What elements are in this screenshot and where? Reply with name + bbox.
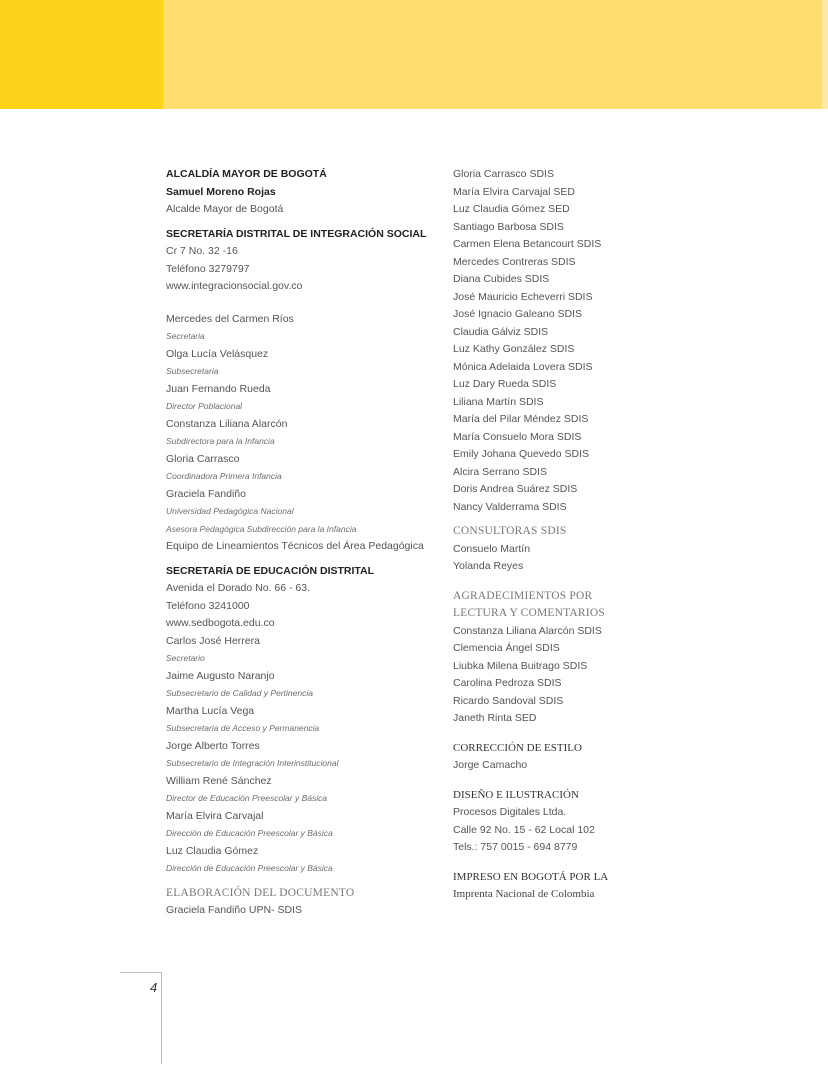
sed-heading: SECRETARÍA DE EDUCACIÓN DISTRITAL [166,564,375,577]
sdis-heading: SECRETARÍA DISTRITAL DE INTEGRACIÓN SOCIAL [166,227,427,240]
sed-website: www.sedbogota.edu.co [166,617,275,629]
sdis-person-name: Gloria Carrasco [166,452,240,465]
diseno-address: Calle 92 No. 15 - 62 Local 102 [453,823,595,836]
sed-person-role: Subsecretario de Calidad y Pertinencia [166,688,313,698]
contributor-item: Claudia Gálviz SDIS [453,325,549,338]
agradecimientos-heading: AGRADECIMIENTOS POR [453,589,593,602]
agradecimiento-name: Janeth Rinta SED [453,712,537,724]
elaboracion-heading: ELABORACIÓN DEL DOCUMENTO [166,886,355,899]
consultora-name: Yolanda Reyes [453,560,524,572]
diseno-company: Procesos Digitales Ltda. [453,806,567,818]
impreso-line1: IMPRESO EN BOGOTÁ POR LA [453,870,609,883]
elaboracion-author: Graciela Fandiño UPN- SDIS [166,904,302,916]
consultora-name: Consuelo Martín [453,542,531,555]
sdis-team: Equipo de Lineamientos Técnicos del Área Pedagógica [166,540,424,552]
sed-person-name: Luz Claudia Gómez [166,844,259,857]
sdis-person-role: Coordinadora Primera Infancia [166,471,282,481]
sdis-person-name: Graciela Fandiño [166,487,246,500]
impreso-line2: Imprenta Nacional de Colombia [453,888,595,900]
contributor-item: María Elvira Carvajal SED [453,185,575,198]
contributor-item: Mónica Adelaida Lovera SDIS [453,360,593,373]
credits-right-column [453,166,753,904]
sed-person-role: Subsecretario de Integración Interinstitucional [166,758,339,768]
agradecimiento-name: Constanza Liliana Alarcón SDIS [453,624,602,637]
contributor-item: Alcira Serrano SDIS [453,465,547,478]
sdis-person-role: Universidad Pedagógica Nacional [166,506,294,516]
header-banner [163,0,822,109]
sed-person-role: Subsecretaria de Acceso y Permanencia [166,723,320,733]
contributor-item: Diana Cubides SDIS [453,273,550,285]
agradecimientos-heading-line2: LECTURA Y COMENTARIOS [453,607,605,619]
sed-person-name: Jaime Augusto Naranjo [166,669,275,682]
agradecimiento-name: Ricardo Sandoval SDIS [453,694,564,707]
sed-person-name: Carlos José Herrera [166,634,260,647]
footer-rule-vertical [161,972,162,1064]
contributor-item: Emily Johana Quevedo SDIS [453,448,589,460]
sed-person-name: Martha Lucía Vega [166,704,255,717]
sdis-person-name: Mercedes del Carmen Ríos [166,312,294,325]
page-number: 4 [150,980,158,995]
sdis-person-role: Director Poblacional [166,401,243,411]
contributor-item: José Ignacio Galeano SDIS [453,308,582,320]
agradecimiento-name: Carolina Pedroza SDIS [453,677,562,689]
sdis-person-role: Subsecretaria [166,366,219,376]
sdis-extra-role: Asesora Pedagógica Subdirección para la Infancia [166,523,357,534]
sed-address: Avenida el Dorado No. 66 - 63. [166,582,310,594]
sdis-phone: Teléfono 3279797 [166,262,250,275]
contributor-item: Luz Claudia Gómez SED [453,203,570,215]
sed-person-name: William René Sánchez [166,774,272,787]
consultoras-heading: CONSULTORAS SDIS [453,525,567,537]
contributor-item: María del Pilar Méndez SDIS [453,413,589,425]
diseno-heading: DISEÑO E ILUSTRACIÓN [453,788,579,801]
contributor-item: Gloria Carrasco SDIS [453,168,554,180]
contributor-item: Santiago Barbosa SDIS [453,220,564,233]
credits-left-column [166,166,446,920]
sdis-person-role: Subdirectora para la Infancia [166,436,275,446]
sed-person-name: Jorge Alberto Torres [166,739,260,752]
footer-rule-horizontal [120,972,162,973]
alcaldia-heading: ALCALDÍA MAYOR DE BOGOTÁ [166,168,327,180]
mayor-title: Alcalde Mayor de Bogotá [166,203,284,215]
correccion-heading: CORRECCIÓN DE ESTILO [453,741,582,754]
agradecimiento-name: Clemencia Ángel SDIS [453,642,560,654]
sdis-person-role: Secretaria [166,331,205,341]
contributor-item: Doris Andrea Suárez SDIS [453,483,578,495]
mayor-name: Samuel Moreno Rojas [166,185,276,198]
agradecimiento-name: Liubka Milena Buitrago SDIS [453,659,588,672]
diseno-phones: Tels.: 757 0015 - 694 8779 [453,841,578,853]
contributor-item: Carmen Elena Betancourt SDIS [453,238,602,250]
contributor-item: Mercedes Contreras SDIS [453,255,576,268]
contributor-item: María Consuelo Mora SDIS [453,430,582,443]
contributor-item: Luz Dary Rueda SDIS [453,378,557,390]
sed-person-role: Dirección de Educación Preescolar y Básica [166,863,333,873]
sed-phone: Teléfono 3241000 [166,599,250,612]
header-banner-accent [0,0,163,109]
sdis-person-name: Constanza Liliana Alarcón [166,417,288,430]
contributor-item: Liliana Martín SDIS [453,395,544,408]
sdis-person-name: Olga Lucía Velásquez [166,347,269,360]
correccion-name: Jorge Camacho [453,759,528,771]
sed-person-role: Director de Educación Preescolar y Básica [166,793,328,803]
sed-person-role: Dirección de Educación Preescolar y Básica [166,828,333,838]
sed-person-name: María Elvira Carvajal [166,809,264,822]
sdis-website: www.integracionsocial.gov.co [166,280,303,292]
contributor-item: Luz Kathy González SDIS [453,343,575,355]
contributor-item: Nancy Valderrama SDIS [453,500,567,513]
contributor-item: José Mauricio Echeverri SDIS [453,290,593,303]
sdis-address: Cr 7 No. 32 -16 [166,245,238,257]
sed-person-role: Secretario [166,653,205,663]
sdis-person-name: Juan Fernando Rueda [166,382,271,395]
header-banner-edge [822,0,828,109]
